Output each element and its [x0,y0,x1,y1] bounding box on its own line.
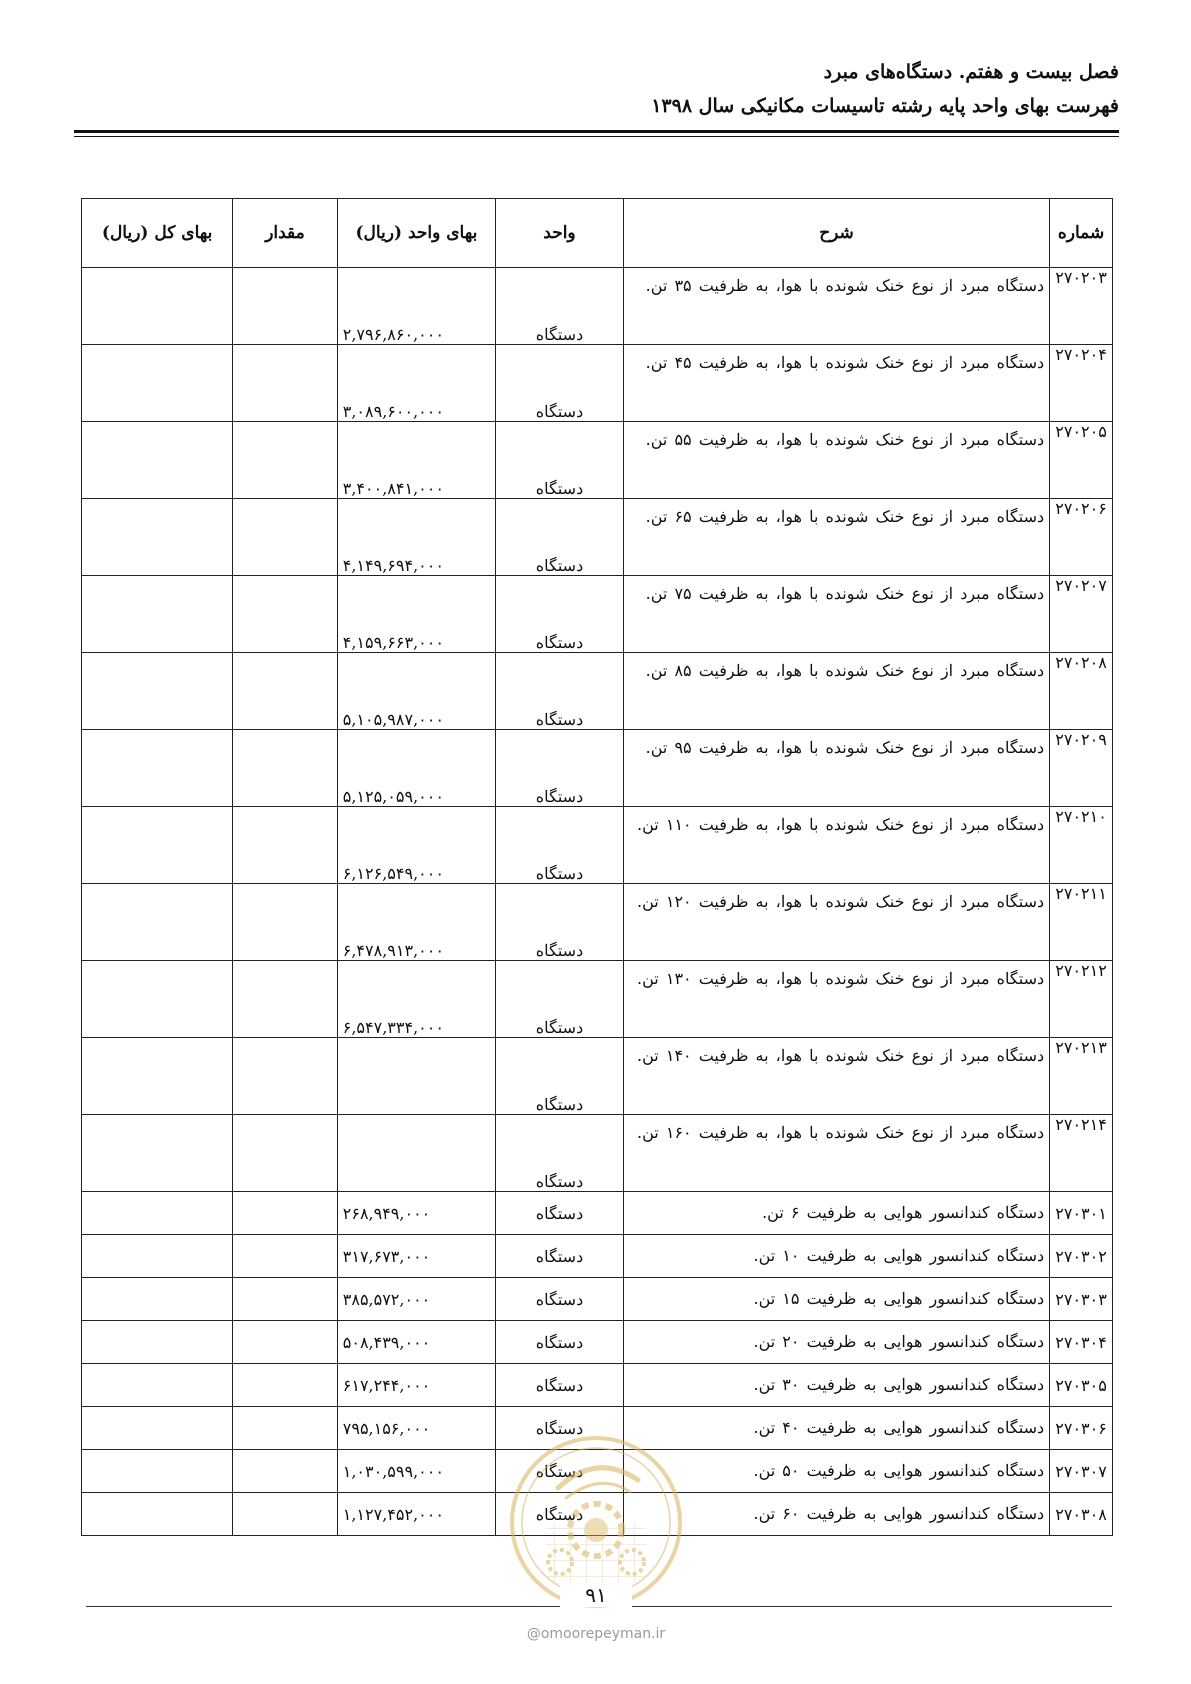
row-quantity [233,1493,338,1536]
row-unit-price: ۶۱۷,۲۴۴,۰۰۰ [337,1364,495,1407]
row-total-price [82,1321,233,1364]
row-quantity [233,1235,338,1278]
document-subtitle: فهرست بهای واحد پایه رشته تاسیسات مکانیکی سال ۱۳۹۸ [651,95,1119,117]
row-quantity [233,653,338,730]
row-total-price [82,884,233,961]
row-number: ۲۷۰۳۰۱ [1050,1192,1113,1235]
row-quantity [233,730,338,807]
chapter-title: فصل بیست و هفتم. دستگاه‌های مبرد [823,61,1119,83]
row-quantity [233,961,338,1038]
row-total-price [82,653,233,730]
row-unit-price: ۱,۱۲۷,۴۵۲,۰۰۰ [337,1493,495,1536]
row-description: دستگاه مبرد از نوع خنک شونده با هوا، به ظرفیت ۱۳۰ تن. [623,961,1049,1038]
row-unit: دستگاه [496,499,624,576]
row-unit-price [337,1115,495,1192]
row-unit-price: ۴,۱۴۹,۶۹۴,۰۰۰ [337,499,495,576]
row-number: ۲۷۰۲۰۶ [1050,499,1113,576]
row-description: دستگاه کندانسور هوایی به ظرفیت ۱۰ تن. [623,1235,1049,1278]
row-unit: دستگاه [496,961,624,1038]
row-total-price [82,807,233,884]
row-unit: دستگاه [496,1364,624,1407]
row-number: ۲۷۰۲۰۹ [1050,730,1113,807]
row-unit: دستگاه [496,422,624,499]
row-unit: دستگاه [496,1235,624,1278]
row-unit: دستگاه [496,576,624,653]
row-unit-price: ۶,۴۷۸,۹۱۳,۰۰۰ [337,884,495,961]
table-row [82,576,1113,653]
row-unit: دستگاه [496,268,624,345]
table-row [82,653,1113,730]
row-number: ۲۷۰۲۰۵ [1050,422,1113,499]
table-row [82,1115,1113,1192]
table-row [82,422,1113,499]
row-description: دستگاه مبرد از نوع خنک شونده با هوا، به ظرفیت ۸۵ تن. [623,653,1049,730]
row-number: ۲۷۰۳۰۶ [1050,1407,1113,1450]
price-table [81,198,1113,1536]
row-description: دستگاه مبرد از نوع خنک شونده با هوا، به ظرفیت ۶۵ تن. [623,499,1049,576]
row-number: ۲۷۰۲۱۳ [1050,1038,1113,1115]
row-description: دستگاه مبرد از نوع خنک شونده با هوا، به ظرفیت ۱۱۰ تن. [623,807,1049,884]
row-unit: دستگاه [496,1407,624,1450]
page-number: ۹۱ [560,1583,632,1607]
row-description: دستگاه کندانسور هوایی به ظرفیت ۴۰ تن. [623,1407,1049,1450]
row-number: ۲۷۰۳۰۷ [1050,1450,1113,1493]
row-total-price [82,1038,233,1115]
row-quantity [233,1364,338,1407]
table-row [82,730,1113,807]
table-row [82,499,1113,576]
row-quantity [233,345,338,422]
row-unit: دستگاه [496,1115,624,1192]
row-total-price [82,1235,233,1278]
row-description: دستگاه کندانسور هوایی به ظرفیت ۶ تن. [623,1192,1049,1235]
row-quantity [233,422,338,499]
row-total-price [82,730,233,807]
table-row [82,1364,1113,1407]
row-total-price [82,576,233,653]
header-rule-thin [74,136,1119,137]
row-total-price [82,499,233,576]
row-quantity [233,1192,338,1235]
row-number: ۲۷۰۲۱۱ [1050,884,1113,961]
table-row [82,884,1113,961]
row-total-price [82,1364,233,1407]
column-header-unit: واحد [496,199,624,268]
column-header-description: شرح [623,199,1049,268]
row-number: ۲۷۰۲۱۲ [1050,961,1113,1038]
column-header-total-price: بهای کل (ریال) [82,199,233,268]
column-header-quantity: مقدار [233,199,338,268]
row-total-price [82,1192,233,1235]
row-quantity [233,576,338,653]
row-description: دستگاه مبرد از نوع خنک شونده با هوا، به ظرفیت ۱۶۰ تن. [623,1115,1049,1192]
row-description: دستگاه کندانسور هوایی به ظرفیت ۵۰ تن. [623,1450,1049,1493]
table-row [82,1278,1113,1321]
row-unit: دستگاه [496,884,624,961]
row-number: ۲۷۰۲۱۰ [1050,807,1113,884]
row-description: دستگاه مبرد از نوع خنک شونده با هوا، به ظرفیت ۱۴۰ تن. [623,1038,1049,1115]
row-total-price [82,422,233,499]
row-quantity [233,1278,338,1321]
row-total-price [82,961,233,1038]
row-number: ۲۷۰۳۰۴ [1050,1321,1113,1364]
row-unit: دستگاه [496,1450,624,1493]
row-description: دستگاه کندانسور هوایی به ظرفیت ۱۵ تن. [623,1278,1049,1321]
row-total-price [82,268,233,345]
table-row [82,1235,1113,1278]
row-unit-price: ۵۰۸,۴۳۹,۰۰۰ [337,1321,495,1364]
row-quantity [233,268,338,345]
row-unit-price: ۶,۱۲۶,۵۴۹,۰۰۰ [337,807,495,884]
row-unit-price: ۳,۰۸۹,۶۰۰,۰۰۰ [337,345,495,422]
row-unit: دستگاه [496,1038,624,1115]
row-number: ۲۷۰۲۱۴ [1050,1115,1113,1192]
row-unit-price [337,1038,495,1115]
row-total-price [82,1115,233,1192]
row-number: ۲۷۰۲۰۴ [1050,345,1113,422]
row-description: دستگاه کندانسور هوایی به ظرفیت ۲۰ تن. [623,1321,1049,1364]
row-description: دستگاه کندانسور هوایی به ظرفیت ۳۰ تن. [623,1364,1049,1407]
row-unit-price: ۳۸۵,۵۷۲,۰۰۰ [337,1278,495,1321]
row-number: ۲۷۰۳۰۳ [1050,1278,1113,1321]
row-number: ۲۷۰۲۰۸ [1050,653,1113,730]
header-rule-thick [74,130,1119,133]
row-unit: دستگاه [496,1321,624,1364]
row-unit-price: ۳۱۷,۶۷۳,۰۰۰ [337,1235,495,1278]
row-unit: دستگاه [496,1278,624,1321]
row-description: دستگاه مبرد از نوع خنک شونده با هوا، به ظرفیت ۹۵ تن. [623,730,1049,807]
row-unit: دستگاه [496,807,624,884]
row-unit: دستگاه [496,345,624,422]
table-body [82,268,1113,1536]
table-row [82,1493,1113,1536]
row-description: دستگاه مبرد از نوع خنک شونده با هوا، به ظرفیت ۱۲۰ تن. [623,884,1049,961]
row-number: ۲۷۰۲۰۷ [1050,576,1113,653]
row-unit-price: ۱,۰۳۰,۵۹۹,۰۰۰ [337,1450,495,1493]
row-unit: دستگاه [496,1493,624,1536]
row-quantity [233,1038,338,1115]
table-header-row [82,199,1113,268]
row-total-price [82,1493,233,1536]
watermark-site-text: @omoorepeyman.ir [526,1626,666,1642]
table-row [82,961,1113,1038]
row-number: ۲۷۰۲۰۳ [1050,268,1113,345]
row-unit-price: ۵,۱۲۵,۰۵۹,۰۰۰ [337,730,495,807]
table-row [82,1321,1113,1364]
row-unit-price: ۴,۱۵۹,۶۶۳,۰۰۰ [337,576,495,653]
row-unit: دستگاه [496,1192,624,1235]
table-row [82,268,1113,345]
row-quantity [233,1450,338,1493]
row-unit-price: ۷۹۵,۱۵۶,۰۰۰ [337,1407,495,1450]
row-number: ۲۷۰۳۰۲ [1050,1235,1113,1278]
table-row [82,807,1113,884]
row-total-price [82,1278,233,1321]
column-header-unit-price: بهای واحد (ریال) [337,199,495,268]
row-unit-price: ۲۶۸,۹۴۹,۰۰۰ [337,1192,495,1235]
row-unit-price: ۳,۴۰۰,۸۴۱,۰۰۰ [337,422,495,499]
row-unit: دستگاه [496,653,624,730]
row-unit-price: ۲,۷۹۶,۸۶۰,۰۰۰ [337,268,495,345]
table-row [82,1192,1113,1235]
column-header-number: شماره [1050,199,1113,268]
row-description: دستگاه مبرد از نوع خنک شونده با هوا، به ظرفیت ۴۵ تن. [623,345,1049,422]
row-quantity [233,884,338,961]
row-quantity [233,807,338,884]
row-quantity [233,499,338,576]
row-description: دستگاه مبرد از نوع خنک شونده با هوا، به ظرفیت ۵۵ تن. [623,422,1049,499]
row-description: دستگاه مبرد از نوع خنک شونده با هوا، به ظرفیت ۷۵ تن. [623,576,1049,653]
row-number: ۲۷۰۳۰۸ [1050,1493,1113,1536]
row-total-price [82,345,233,422]
page-header [74,55,1119,123]
row-total-price [82,1407,233,1450]
row-total-price [82,1450,233,1493]
table-row [82,1407,1113,1450]
row-quantity [233,1115,338,1192]
row-unit-price: ۶,۵۴۷,۳۳۴,۰۰۰ [337,961,495,1038]
row-number: ۲۷۰۳۰۵ [1050,1364,1113,1407]
row-quantity [233,1321,338,1364]
row-unit: دستگاه [496,730,624,807]
table-row [82,345,1113,422]
row-description: دستگاه مبرد از نوع خنک شونده با هوا، به ظرفیت ۳۵ تن. [623,268,1049,345]
row-quantity [233,1407,338,1450]
row-description: دستگاه کندانسور هوایی به ظرفیت ۶۰ تن. [623,1493,1049,1536]
table-row [82,1038,1113,1115]
row-unit-price: ۵,۱۰۵,۹۸۷,۰۰۰ [337,653,495,730]
table-row [82,1450,1113,1493]
